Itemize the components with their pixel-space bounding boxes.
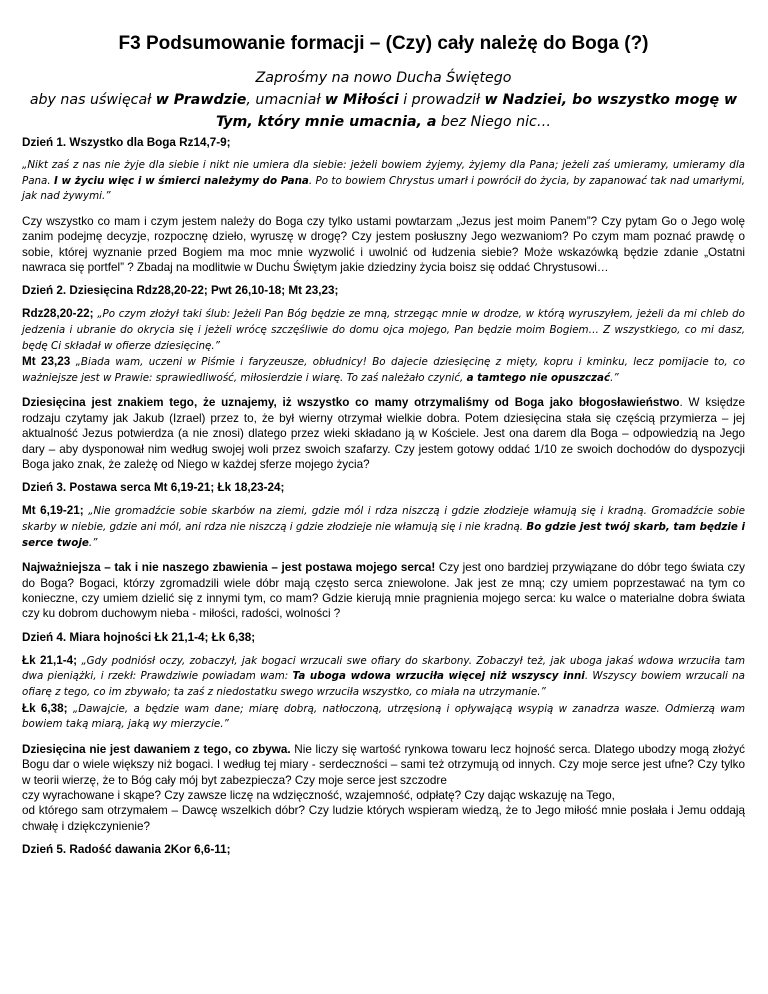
intro-text: i prowadził — [398, 92, 485, 108]
comment-bold: Dziesięcina jest znakiem tego, że uznajemy, iż wszystko co mamy otrzymaliśmy od Boga jako błogosławieństwo — [22, 396, 680, 410]
quote-text: „Dawajcie, a będzie wam dane; miarę dobrą, natłoczoną, utrzęsioną i opływającą wsypią w zanadrza wasze. Odmierzą wam bowiem taką miarą, jaką wy mierzycie.” — [22, 702, 745, 731]
intro-text: bez Niego nic… — [436, 114, 552, 130]
day-2-comment — [22, 395, 745, 472]
intro-prayer — [12, 67, 755, 133]
day-2-quote-1 — [22, 306, 745, 354]
intro-text: , umacniał — [246, 92, 325, 108]
day-4-quote-1 — [22, 653, 745, 701]
intro-line-1: Zaprośmy na nowo Ducha Świętego — [255, 70, 512, 86]
quote-text: .” — [88, 536, 98, 549]
day-3-title: Dzień 3. Postawa serca Mt 6,19-21; Łk 18,23-24; — [22, 481, 285, 495]
quote-text: „Po czym złożył taki ślub: Jeżeli Pan Bóg będzie ze mną, strzegąc mnie w drodze, w którą wyruszyłem, jeżeli da mi chleb do jedzenia i ubranie do okrycia się i jeżeli wrócę szczęśliwie do domu ojca mojego, Pan będzie moim Bogiem… Z wszystkiego, co mi dasz, będę Ci składał w ofierze dziesięcinę.” — [22, 308, 745, 352]
day-4-quote-2 — [22, 701, 745, 733]
quote-text: „Biada wam, uczeni w Piśmie i faryzeusze, obłudnicy! Bo dajecie dziesięcinę z mięty, kopru i kminku, lecz pomijacie to, co ważniejsze jest w Prawie: sprawiedliwość, miłosierdzie i wiarę. To zaś należało czynić, — [22, 356, 745, 384]
intro-text: aby nas uświęcał — [29, 92, 156, 108]
day-2-quote-2 — [22, 354, 745, 386]
quote-text: „Nie gromadźcie sobie skarbów na ziemi, gdzie mól i rdza niszczą i gdzie złodzieje włamują się i kradną. Gromadźcie sobie skarby w niebie, gdzie ani mól, ani rdza nie niszczą i gdzie złodzieje nie włamują się i nie kradną. — [22, 505, 745, 533]
comment-text: od którego sam otrzymałem – Dawcę wszelkich dóbr? Czy ludzie których wspieram wiedzą, że to Jego miłość mnie posłała i Jemu oddają chwałę i dziękczynienie? — [22, 804, 745, 833]
quote-text: „Nikt zaś z nas nie żyje dla siebie i nikt nie umiera dla siebie: jeżeli bowiem żyjemy, żyjemy dla Pana; jeżeli zaś umieramy, umieramy dla Pana. — [22, 159, 745, 187]
day-5-title: Dzień 5. Radość dawania 2Kor 6,6-11; — [22, 843, 231, 857]
quote-bold: Bo gdzie jest twój skarb, tam będzie i serce twoje — [22, 521, 745, 549]
comment-text: Czy jest ono bardziej przywiązane do dóbr tego świata czy do Boga? Bogaci, którzy zgromadzili wiele dóbr mają często serca zniewolone. Jak jest ze mną; czy umiem poprzestawać na tym co konieczne, czy umiem dzielić się z innymi tym, co mam? Gdzie kierują mnie pragnienia mojego serca: ku walce o materialne dobra świata czy ku dobrom duchowym nieba - miłości, radości, wolności ? — [22, 561, 745, 621]
quote-text: . Po to bowiem Chrystus umarł i powrócił do życia, by zapanować tak nad umarłymi, jak nad żywymi.” — [22, 174, 746, 203]
intro-bold: w Miłości — [324, 92, 399, 108]
day-2-title: Dzień 2. Dziesięcina Rdz28,20-22; Pwt 26,10-18; Mt 23,23; — [22, 284, 339, 298]
scripture-ref: Mt 23,23 — [22, 355, 71, 369]
comment-text: czy wyrachowane i skąpe? Czy zawsze liczę na wdzięczność, wzajemność, odpłatę? Czy dając wskazuję na Tego, — [22, 789, 615, 802]
day-3-comment — [22, 560, 745, 622]
intro-bold: w Nadziei, bo wszystko mogę w Tym, który mnie umacnia, a — [215, 92, 738, 130]
intro-bold: w Prawdzie — [155, 92, 247, 108]
day-4-title: Dzień 4. Miara hojności Łk 21,1-4; Łk 6,38; — [22, 630, 256, 644]
day-1-comment: Czy wszystko co mam i czym jestem należy do Boga czy tylko ustami powtarzam „Jezus jest moim Panem”? Czy pytam Go o Jego wolę zanim podejmę decyzje, rozpocznę dzieło, wyruszę w drogę? Czy jestem posłuszny Jego wezwaniom? Po czym mam poznać prawdę o sobie, której wyznanie przed Bogiem ma moc mnie wyzwolić i uwolnić od łudzenia siebie? Może wskazówką będzie zdanie „Ostatni nawraca się portfel” ? Zbadaj na modlitwie w Duchu Świętym jakie dziedziny życia boisz się oddać Chrystusowi… — [22, 214, 745, 274]
comment-text: Nie liczy się wartość rynkowa towaru lecz hojność serca. Dlatego ubodzy mogą złożyć Bogu dar o wiele większy niż bogaci. I według tej miary - serdeczności – sami też otrzymują od innych. Czy moje serce jest ufne? Czy tylko w teorii wierzę, że to Bóg cały mój byt zabezpiecza? Czy moje serce jest szczodre — [22, 742, 745, 787]
scripture-ref: Łk 21,1-4; — [22, 653, 77, 667]
day-3-quote — [22, 503, 745, 551]
comment-bold: Dziesięcina nie jest dawaniem z tego, co zbywa. — [22, 742, 291, 756]
quote-text: .” — [610, 371, 619, 384]
day-1-quote — [22, 158, 745, 205]
comment-text: . W księdze rodzaju czytamy jak Jakub (Izrael) przez to, że był wierny otrzymał wielkie dobra. Potem dziesięcina stała się częścią przymierza – jej aktualność Jezus potwierdza (a nie znosi) dlatego przez wieki składano ją w Kościele. Jest ona darem dla Boga – odpowiedzią na Jego dary – aby dysponował nim według swojej woli przez swoich szafarzy. Czy jestem gotowy oddać 1/10 ze swoich dochodów do dyspozycji Boga jako znak, że zależę od Niego w każdej sferze mojego życia? — [22, 396, 745, 471]
scripture-ref: Rdz28,20-22; — [22, 307, 94, 321]
quote-text: „Gdy podniósł oczy, zobaczył, jak bogaci wrzucali swe ofiary do skarbony. Zobaczył też, jak uboga jakaś wdowa wrzuciła tam dwa pieniążki, i rzekł: Prawdziwie powiadam wam: — [22, 654, 745, 683]
document-title: F3 Podsumowanie formacji – (Czy) cały należę do Boga (?) — [118, 33, 649, 54]
intro-line-2 — [12, 89, 755, 133]
scripture-ref: Mt 6,19-21; — [22, 504, 84, 518]
scripture-ref: Łk 6,38; — [22, 701, 68, 715]
day-4-comment — [22, 742, 745, 834]
quote-bold: a tamtego nie opuszczać — [466, 371, 611, 384]
comment-bold: Najważniejsza – tak i nie naszego zbawienia – jest postawa mojego serca! — [22, 561, 436, 575]
day-1-title: Dzień 1. Wszystko dla Boga Rz14,7-9; — [22, 136, 231, 149]
quote-bold: I w życiu więc i w śmierci należymy do Pana — [54, 174, 309, 187]
quote-bold: Ta uboga wdowa wrzuciła więcej niż wszyscy inni — [292, 670, 585, 683]
quote-text: . Wszyscy bowiem wrzucali na ofiarę z tego, co im zbywało; ta zaś z niedostatku swego wrzuciła wszystko, co miała na utrzymanie.” — [22, 670, 745, 698]
